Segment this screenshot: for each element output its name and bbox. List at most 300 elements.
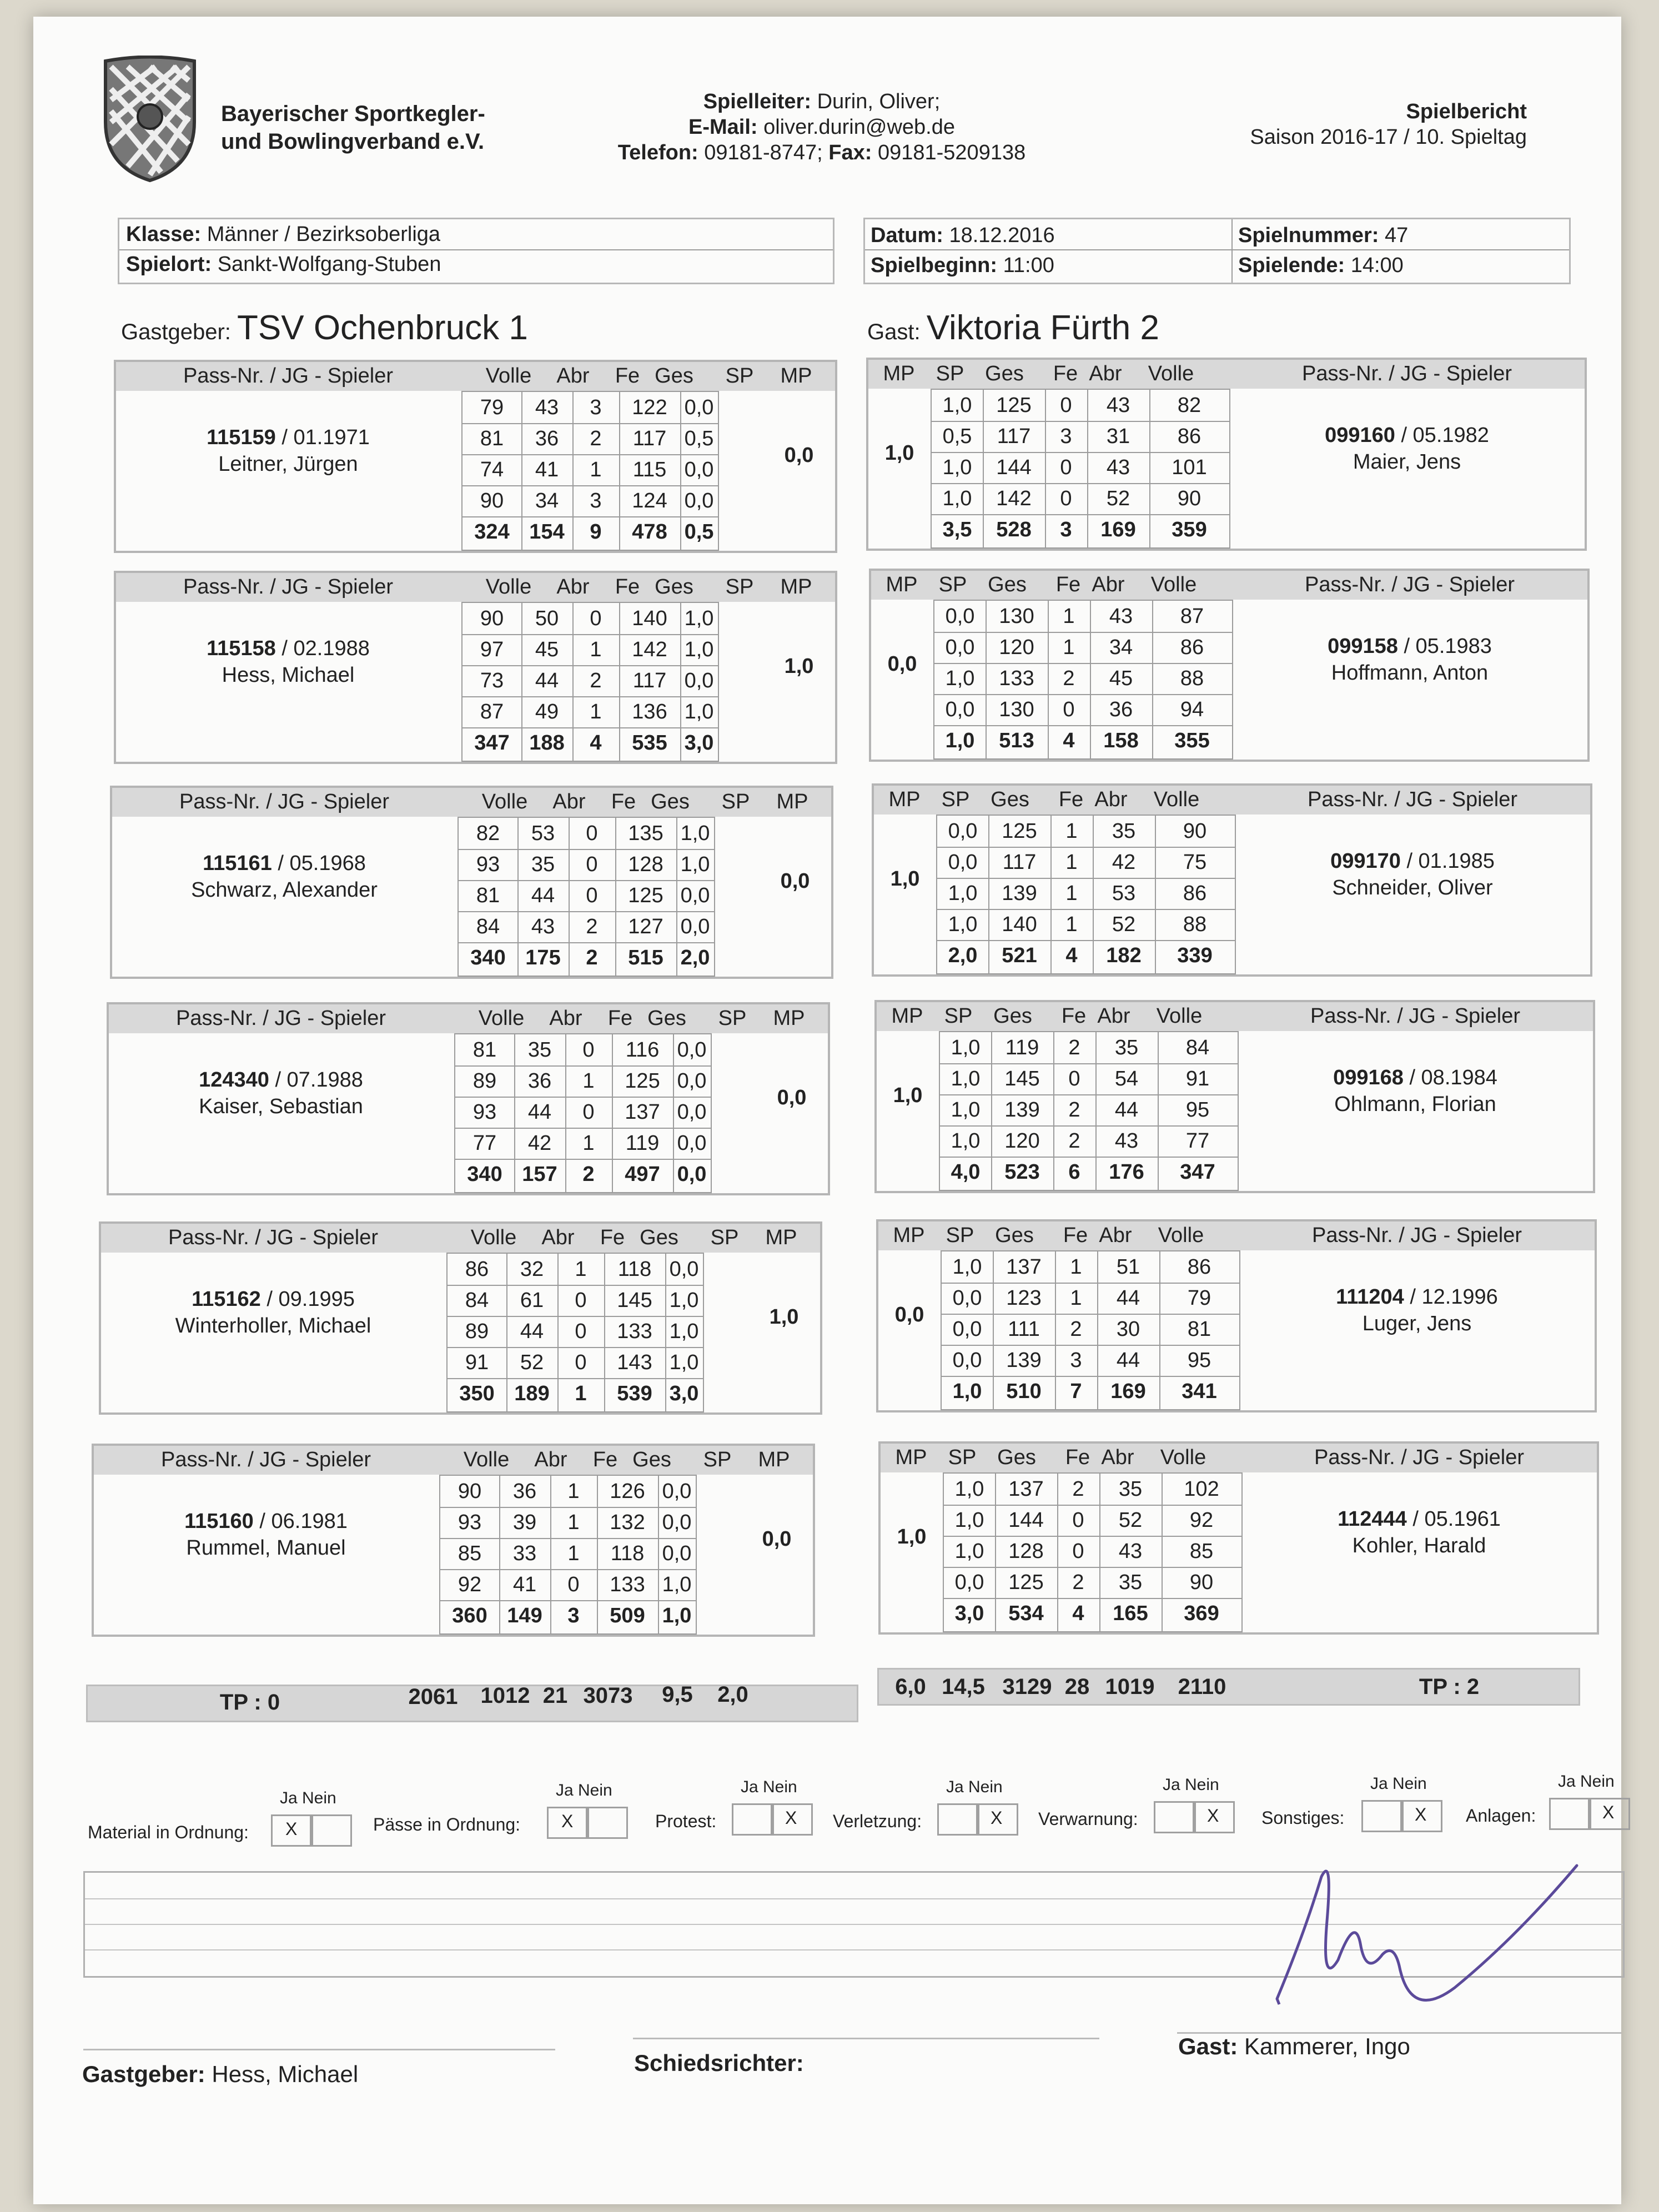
score-cell: 119 (625, 1132, 660, 1155)
home-player-block (92, 1444, 815, 1637)
score-cell: 0,0 (677, 1100, 707, 1124)
totals-bar (56, 1668, 1599, 1715)
player-column-header: Pass-Nr. / JG - Spieler (183, 575, 393, 599)
abr-column-header: Abr (1094, 788, 1128, 811)
score-cell: 0 (1063, 698, 1075, 721)
score-cell: 42 (527, 1132, 552, 1155)
guest-player-block (869, 569, 1590, 762)
total-cell: 369 (1184, 1602, 1219, 1625)
referee-label: Schiedsrichter: (634, 2050, 804, 2076)
birth-date: / 12.1996 (1410, 1285, 1498, 1309)
fe-column-header: Fe (607, 1007, 633, 1030)
player-id-line (116, 1508, 416, 1535)
score-cell: 41 (535, 458, 559, 481)
score-cell: 2 (1070, 1318, 1082, 1341)
score-cell: 1,0 (952, 1255, 982, 1279)
birth-date: / 05.1982 (1401, 424, 1489, 447)
score-cell: 52 (1112, 913, 1136, 936)
ja-nein-header: Ja Nein (1558, 1772, 1615, 1791)
score-cell: 34 (535, 489, 559, 512)
score-cell: 122 (632, 396, 667, 419)
home-signature (82, 2061, 358, 2088)
score-cell: 1,0 (684, 638, 714, 661)
score-cell: 44 (520, 1320, 544, 1343)
score-cell: 125 (996, 394, 1032, 417)
score-cell: 1,0 (951, 1129, 981, 1153)
match-points: 0,0 (762, 1527, 792, 1551)
player-id-line (1257, 422, 1557, 449)
check-label-4: Verletzung: (833, 1811, 922, 1831)
player-id-line (1260, 633, 1560, 660)
score-cell: 77 (1185, 1129, 1210, 1153)
score-cell: 1 (1070, 1286, 1082, 1310)
score-cell: 1 (1063, 605, 1075, 628)
score-cell: 51 (1116, 1255, 1140, 1279)
ges-column-header: Ges (655, 575, 693, 599)
score-cell: 74 (480, 458, 504, 481)
abr-column-header: Abr (1089, 362, 1122, 385)
pass-number: 124340 (199, 1068, 269, 1092)
score-cell: 139 (1006, 1349, 1042, 1372)
score-cell: 36 (1109, 698, 1133, 721)
player-column-header: Pass-Nr. / JG - Spieler (1302, 362, 1512, 385)
score-cell: 0,0 (677, 1069, 707, 1093)
match-points: 1,0 (884, 441, 914, 465)
ja-checkbox[interactable] (732, 1803, 774, 1836)
score-cell: 43 (1118, 1540, 1143, 1563)
ges-column-header: Ges (993, 1004, 1032, 1028)
score-cell: 0,0 (662, 1511, 692, 1534)
mp-column-header: MP (888, 788, 921, 811)
guest-player-block (866, 358, 1587, 551)
score-cell: 43 (1106, 456, 1130, 479)
document-title: Spielbericht (1406, 100, 1527, 123)
score-cell: 2 (1063, 667, 1075, 690)
pass-number: 112444 (1338, 1507, 1407, 1531)
volle-column-header: Volle (1148, 362, 1194, 385)
score-cell: 0 (586, 822, 598, 845)
score-cell: 145 (1004, 1067, 1040, 1090)
check-label-3: Protest: (655, 1811, 717, 1831)
total-cell: 2 (586, 946, 598, 969)
home-total-ges: 3073 (583, 1683, 633, 1708)
guest-player-block (874, 1000, 1595, 1193)
score-cell: 45 (535, 638, 559, 661)
home-total-volle: 2061 (408, 1685, 458, 1709)
player-info (134, 850, 434, 903)
abr-column-header: Abr (549, 1007, 582, 1030)
score-cell: 133 (999, 667, 1034, 690)
fe-column-header: Fe (1055, 573, 1081, 596)
score-cell: 61 (520, 1289, 544, 1312)
home-total-mp: 2,0 (717, 1682, 748, 1707)
score-cell: 124 (632, 489, 667, 512)
score-cell: 143 (617, 1351, 652, 1374)
abr-column-header: Abr (534, 1448, 567, 1471)
score-cell: 1 (582, 1132, 595, 1155)
score-cell: 119 (1005, 1036, 1039, 1059)
score-cell: 139 (1002, 882, 1037, 905)
score-cell: 3 (1060, 425, 1072, 448)
birth-date: / 06.1981 (259, 1510, 348, 1533)
score-cell: 120 (1004, 1129, 1040, 1153)
birth-date: / 01.1971 (281, 426, 370, 449)
org-line-1: Bayerischer Sportkegler- (221, 102, 485, 126)
total-cell: 3,0 (684, 731, 714, 755)
score-cell: 86 (1183, 882, 1207, 905)
score-cell: 33 (512, 1542, 537, 1565)
score-cell: 101 (1172, 456, 1207, 479)
player-id-line (1269, 1506, 1569, 1532)
score-grid (461, 602, 719, 762)
player-name: Hess, Michael (222, 663, 355, 687)
guest-label: Gast: (867, 320, 921, 344)
phone-value: 09181-8747; (704, 141, 823, 164)
score-grid (933, 600, 1233, 760)
check-mark: X (991, 1808, 1003, 1828)
score-cell: 97 (480, 638, 504, 661)
total-cell: 169 (1100, 518, 1136, 541)
player-id-line (138, 424, 438, 451)
check-label-7: Anlagen: (1466, 1806, 1536, 1826)
score-grid (936, 815, 1236, 974)
ja-nein-header: Ja Nein (280, 1789, 336, 1807)
pass-number: 099158 (1328, 635, 1398, 658)
referee-signature-line (633, 2038, 1099, 2039)
total-cell: 535 (632, 731, 667, 755)
guest-player-block (878, 1441, 1599, 1635)
mp-column-header: MP (886, 573, 918, 596)
ja-nein-header: Ja Nein (741, 1778, 797, 1796)
fe-column-header: Fe (592, 1448, 618, 1471)
player-name: Schneider, Oliver (1332, 876, 1493, 899)
score-cell: 94 (1180, 698, 1204, 721)
score-cell: 44 (535, 669, 559, 692)
score-cell: 1 (590, 458, 602, 481)
mp-column-header: MP (780, 575, 812, 599)
score-grid (461, 391, 719, 551)
birth-date: / 01.1985 (1406, 849, 1495, 873)
end-label: Spielende: (1238, 254, 1345, 277)
score-cell: 137 (1006, 1255, 1042, 1279)
class-location-box (118, 218, 834, 284)
score-cell: 1,0 (942, 487, 972, 510)
sp-column-header: SP (944, 1004, 973, 1028)
score-cell: 128 (1008, 1540, 1044, 1563)
sp-column-header: SP (941, 788, 970, 811)
game-number-label: Spielnummer: (1238, 224, 1379, 247)
score-cell: 116 (625, 1038, 660, 1062)
phone-label: Telefon: (617, 141, 698, 164)
score-cell: 95 (1187, 1349, 1211, 1372)
pass-number: 115159 (207, 426, 276, 449)
score-cell: 132 (610, 1511, 645, 1534)
score-cell: 137 (625, 1100, 660, 1124)
guest-signature-label: Gast: (1178, 2033, 1238, 2059)
home-team-points: TP : 0 (219, 1690, 280, 1715)
score-cell: 0,0 (684, 396, 714, 419)
date-time-box (863, 218, 1571, 284)
player-info (1265, 1064, 1565, 1118)
score-cell: 36 (535, 427, 559, 450)
score-cell: 1,0 (669, 1320, 699, 1343)
pass-number: 115162 (192, 1288, 261, 1311)
home-team-header (121, 308, 528, 348)
score-cell: 36 (527, 1069, 552, 1093)
total-cell: 347 (1180, 1160, 1215, 1184)
check-label-2: Pässe in Ordnung: (373, 1814, 521, 1834)
score-cell: 86 (1187, 1255, 1211, 1279)
score-cell: 145 (617, 1289, 652, 1312)
total-cell: 1,0 (952, 1380, 982, 1403)
score-cell: 1,0 (942, 456, 972, 479)
player-name: Ohlmann, Florian (1334, 1093, 1496, 1116)
home-player-block (99, 1221, 822, 1415)
score-cell: 1,0 (942, 394, 972, 417)
score-cell: 43 (1109, 605, 1133, 628)
score-cell: 0 (1060, 394, 1072, 417)
player-name: Hoffmann, Anton (1331, 661, 1489, 685)
fax-value: 09181-5209138 (877, 141, 1026, 164)
score-cell: 90 (480, 489, 504, 512)
home-signature-line (83, 2049, 555, 2050)
sp-column-header: SP (718, 1007, 747, 1030)
player-info (1263, 848, 1562, 901)
total-cell: 339 (1177, 944, 1213, 967)
abr-column-header: Abr (552, 790, 586, 813)
score-cell: 81 (1187, 1318, 1211, 1341)
guest-total-volle: 2110 (1178, 1675, 1226, 1699)
match-points: 1,0 (893, 1084, 923, 1107)
score-cell: 0,0 (952, 1318, 982, 1341)
score-cell: 144 (996, 456, 1032, 479)
ges-column-header: Ges (995, 1224, 1034, 1247)
player-id-line (131, 1067, 431, 1093)
total-cell: 2,0 (948, 944, 978, 967)
mp-column-header: MP (758, 1448, 790, 1471)
ges-column-header: Ges (988, 573, 1027, 596)
total-cell: 158 (1103, 729, 1139, 752)
score-cell: 30 (1116, 1318, 1140, 1341)
score-cell: 44 (531, 884, 555, 907)
score-cell: 1,0 (948, 913, 978, 936)
score-cell: 53 (1112, 882, 1136, 905)
score-cell: 0,0 (945, 605, 975, 628)
total-cell: 497 (625, 1163, 660, 1186)
score-cell: 1,0 (954, 1477, 984, 1501)
score-cell: 0,0 (684, 489, 714, 512)
score-cell: 93 (458, 1511, 482, 1534)
total-cell: 182 (1106, 944, 1142, 967)
score-cell: 102 (1184, 1477, 1219, 1501)
player-column-header: Pass-Nr. / JG - Spieler (176, 1007, 386, 1030)
score-cell: 90 (458, 1480, 482, 1503)
score-cell: 126 (610, 1480, 645, 1503)
score-cell: 0,0 (662, 1480, 692, 1503)
score-cell: 2 (1068, 1036, 1080, 1059)
player-id-line (138, 635, 438, 662)
score-grid (446, 1253, 704, 1412)
ja-checkbox[interactable] (1154, 1801, 1196, 1833)
score-cell: 1 (567, 1480, 580, 1503)
score-cell: 133 (617, 1320, 652, 1343)
score-cell: 35 (1112, 820, 1136, 843)
score-cell: 35 (1114, 1036, 1139, 1059)
score-cell: 89 (465, 1320, 489, 1343)
score-cell: 0,0 (954, 1571, 984, 1594)
guest-team-name: Viktoria Fürth 2 (926, 309, 1159, 347)
ja-checkbox[interactable] (1361, 1800, 1404, 1832)
player-column-header: Pass-Nr. / JG - Spieler (1305, 573, 1515, 596)
score-cell: 43 (1106, 394, 1130, 417)
score-cell: 125 (628, 884, 663, 907)
score-cell: 0,0 (680, 915, 710, 938)
score-cell: 133 (610, 1573, 645, 1596)
score-cell: 52 (520, 1351, 544, 1374)
match-points: 0,0 (887, 652, 917, 676)
score-cell: 84 (1185, 1036, 1210, 1059)
nein-checkbox[interactable] (310, 1814, 352, 1847)
leader-label: Spielleiter: (703, 90, 811, 113)
score-cell: 0,5 (684, 427, 714, 450)
score-cell: 144 (1008, 1509, 1044, 1532)
fe-column-header: Fe (611, 790, 636, 813)
ges-column-header: Ges (651, 790, 690, 813)
total-cell: 510 (1006, 1380, 1042, 1403)
score-grid (943, 1472, 1243, 1632)
score-cell: 0,0 (945, 636, 975, 659)
score-cell: 81 (480, 427, 504, 450)
nein-checkbox[interactable] (586, 1807, 628, 1839)
ja-checkbox[interactable] (937, 1803, 979, 1836)
pass-number: 099160 (1325, 424, 1395, 447)
score-cell: 73 (480, 669, 504, 692)
total-cell: 1,0 (662, 1604, 692, 1627)
score-grid (454, 1033, 712, 1193)
email-label: E-Mail: (688, 115, 758, 139)
score-cell: 44 (1114, 1098, 1139, 1122)
match-points: 1,0 (890, 867, 920, 891)
score-cell: 1,0 (948, 882, 978, 905)
date-value: 18.12.2016 (949, 224, 1055, 247)
score-cell: 0 (1060, 487, 1072, 510)
score-cell: 128 (628, 853, 663, 876)
birth-date: / 09.1995 (267, 1288, 355, 1311)
fe-column-header: Fe (1063, 1224, 1088, 1247)
score-grid (931, 389, 1230, 549)
score-cell: 1 (582, 1069, 595, 1093)
sp-column-header: SP (725, 364, 754, 388)
player-info (116, 1508, 416, 1561)
fe-column-header: Fe (600, 1226, 625, 1249)
total-cell: 509 (610, 1604, 645, 1627)
score-cell: 88 (1183, 913, 1207, 936)
abr-column-header: Abr (1099, 1224, 1132, 1247)
score-cell: 117 (632, 669, 667, 692)
total-cell: 169 (1110, 1380, 1146, 1403)
score-cell: 3 (590, 396, 602, 419)
score-cell: 117 (632, 427, 667, 450)
score-cell: 0,0 (952, 1349, 982, 1372)
volle-column-header: Volle (1160, 1446, 1206, 1469)
score-cell: 90 (1183, 820, 1207, 843)
score-cell: 1,0 (951, 1067, 981, 1090)
email-value: oliver.durin@web.de (763, 115, 955, 139)
total-cell: 4 (1063, 729, 1075, 752)
mp-column-header: MP (765, 1226, 797, 1249)
guest-total-abr: 1019 (1105, 1675, 1155, 1699)
guest-team-points: TP : 2 (1419, 1675, 1480, 1699)
score-cell: 86 (465, 1258, 489, 1281)
score-cell: 75 (1183, 851, 1207, 874)
volle-column-header: Volle (478, 1007, 525, 1030)
score-cell: 43 (1114, 1129, 1139, 1153)
score-cell: 1 (575, 1258, 587, 1281)
total-cell: 7 (1070, 1380, 1082, 1403)
player-id-line (1265, 1064, 1565, 1091)
score-cell: 0,0 (669, 1258, 699, 1281)
score-cell: 142 (996, 487, 1032, 510)
signature-scribble (1255, 1832, 1588, 2032)
total-cell: 3 (1060, 518, 1072, 541)
ja-nein-header: Ja Nein (1163, 1776, 1219, 1794)
score-cell: 84 (465, 1289, 489, 1312)
player-column-header: Pass-Nr. / JG - Spieler (1314, 1446, 1524, 1469)
ja-checkbox[interactable] (1549, 1798, 1591, 1830)
check-mark: X (785, 1808, 797, 1828)
score-cell: 118 (617, 1258, 652, 1281)
score-cell: 0 (575, 1351, 587, 1374)
total-cell: 528 (996, 518, 1032, 541)
guest-total-fe: 28 (1064, 1675, 1090, 1699)
score-cell: 1 (1065, 913, 1078, 936)
score-cell: 43 (531, 915, 555, 938)
match-points: 0,0 (777, 1086, 807, 1109)
player-id-line (1267, 1284, 1567, 1310)
class-label: Klasse: (126, 223, 202, 246)
score-cell: 3 (1070, 1349, 1082, 1372)
total-cell: 4 (1072, 1602, 1084, 1625)
sp-column-header: SP (936, 362, 964, 385)
player-name: Rummel, Manuel (186, 1536, 346, 1560)
total-cell: 165 (1113, 1602, 1148, 1625)
score-cell: 1 (1065, 851, 1078, 874)
score-cell: 111 (1008, 1318, 1040, 1341)
total-cell: 3,5 (942, 518, 972, 541)
total-cell: 154 (529, 520, 565, 544)
score-cell: 0 (586, 853, 598, 876)
score-cell: 88 (1180, 667, 1204, 690)
total-cell: 157 (522, 1163, 557, 1186)
score-cell: 1 (1070, 1255, 1082, 1279)
score-cell: 1 (567, 1511, 580, 1534)
home-player-block (114, 571, 837, 764)
birth-date: / 05.1983 (1404, 635, 1492, 658)
score-cell: 90 (1177, 487, 1201, 510)
fe-column-header: Fe (1058, 788, 1084, 811)
score-cell: 92 (458, 1573, 482, 1596)
score-cell: 43 (535, 396, 559, 419)
mp-column-header: MP (883, 362, 915, 385)
guest-total-ges: 3129 (1002, 1675, 1052, 1699)
leader-name: Durin, Oliver; (817, 90, 941, 113)
home-total-sp: 9,5 (662, 1682, 693, 1707)
score-cell: 90 (480, 607, 504, 630)
player-name: Kaiser, Sebastian (199, 1095, 363, 1118)
score-grid (439, 1475, 697, 1635)
total-cell: 2,0 (680, 946, 710, 969)
report-title-block (1122, 99, 1527, 150)
